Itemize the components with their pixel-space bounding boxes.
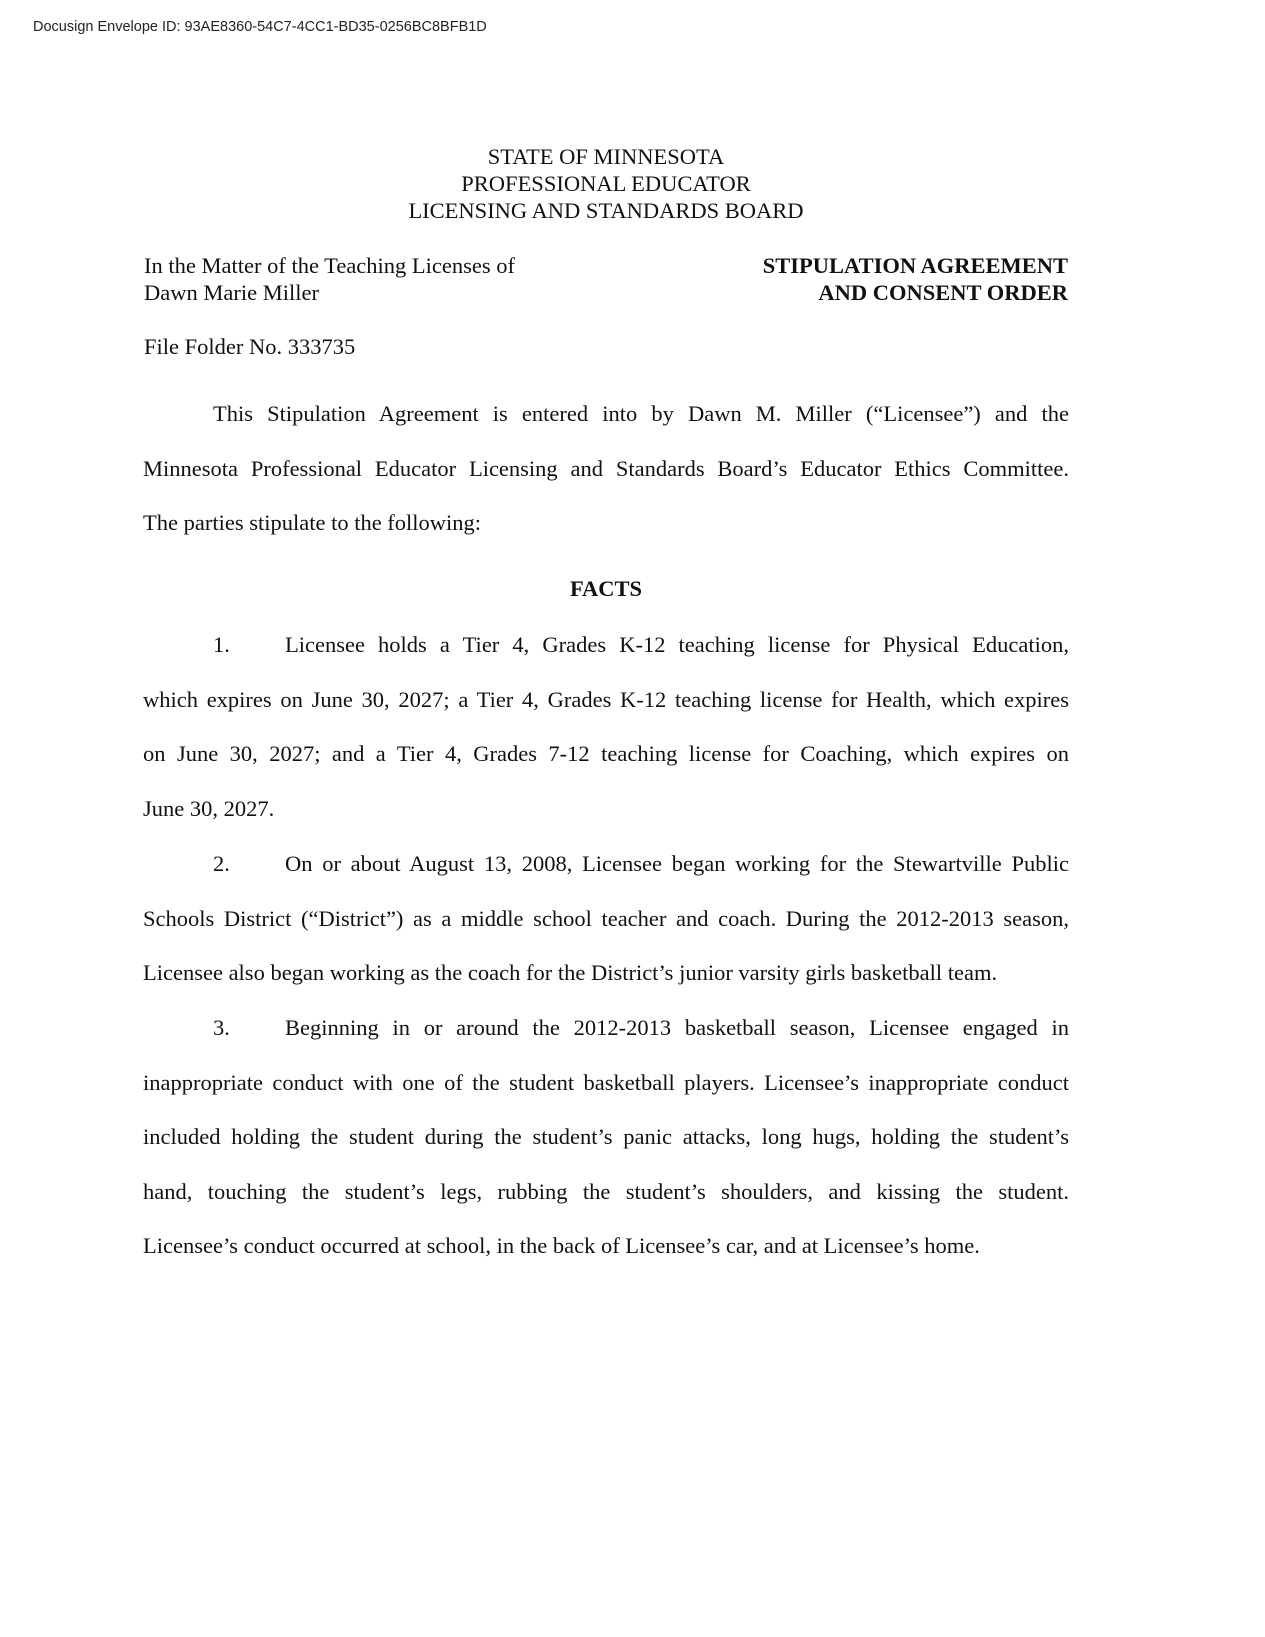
text-line: Licensee also began working as the coach for the District’s junior varsity girls basketball team. (143, 960, 998, 986)
text-line: Minnesota Professional Educator Licensing and Standards Board’s Educator Ethics Committee. (143, 455, 1069, 481)
fact-paragraph-2 (143, 837, 1069, 1001)
fact-paragraph-3 (143, 1001, 1069, 1274)
caption-line: In the Matter of the Teaching Licenses of (144, 253, 515, 278)
text-line: on June 30, 2027; and a Tier 4, Grades 7-12 teaching license for Coaching, which expires on (143, 741, 1069, 767)
header-line: PROFESSIONAL EDUCATOR (461, 171, 751, 196)
licensee-name: Dawn Marie Miller (144, 280, 319, 305)
text-line: included holding the student during the student’s panic attacks, long hugs, holding the student’s (143, 1124, 1069, 1150)
fact-paragraph-1 (143, 618, 1069, 836)
board-header (0, 143, 1212, 224)
file-folder-number: File Folder No. 333735 (144, 334, 356, 359)
text-line: which expires on June 30, 2027; a Tier 4, Grades K-12 teaching license for Health, which expires (143, 686, 1069, 712)
text-line: June 30, 2027. (143, 795, 275, 821)
text-line: Licensee holds a Tier 4, Grades K-12 teaching license for Physical Education, (285, 632, 1069, 657)
paragraph-number: 2. (213, 851, 230, 876)
text-line: The parties stipulate to the following: (143, 510, 482, 536)
facts-heading: FACTS (569, 576, 643, 601)
case-caption (144, 252, 515, 306)
text-line: On or about August 13, 2008, Licensee began working for the Stewartville Public (285, 851, 1069, 876)
text-line: inappropriate conduct with one of the student basketball players. Licensee’s inappropriate conduct (143, 1069, 1069, 1095)
text-line: hand, touching the student’s legs, rubbing the student’s shoulders, and kissing the student. (143, 1178, 1069, 1204)
text-line: This Stipulation Agreement is entered into by Dawn M. Miller (“Licensee”) and the (213, 401, 1069, 426)
paragraph-number: 1. (213, 632, 230, 657)
title-line: STIPULATION AGREEMENT (762, 253, 1068, 278)
text-line: Licensee’s conduct occurred at school, in the back of Licensee’s car, and at Licensee’s home. (143, 1233, 980, 1259)
header-line: LICENSING AND STANDARDS BOARD (408, 198, 804, 223)
text-line: Beginning in or around the 2012-2013 basketball season, Licensee engaged in (285, 1015, 1069, 1040)
document-title (763, 252, 1068, 306)
intro-paragraph (143, 387, 1069, 551)
header-line: STATE OF MINNESOTA (487, 144, 725, 169)
title-line: AND CONSENT ORDER (818, 280, 1068, 305)
paragraph-number: 3. (213, 1015, 230, 1040)
text-line: Schools District (“District”) as a middle school teacher and coach. During the 2012-2013 season, (143, 905, 1069, 931)
envelope-id: Docusign Envelope ID: 93AE8360-54C7-4CC1-BD35-0256BC8BFB1D (33, 19, 487, 35)
